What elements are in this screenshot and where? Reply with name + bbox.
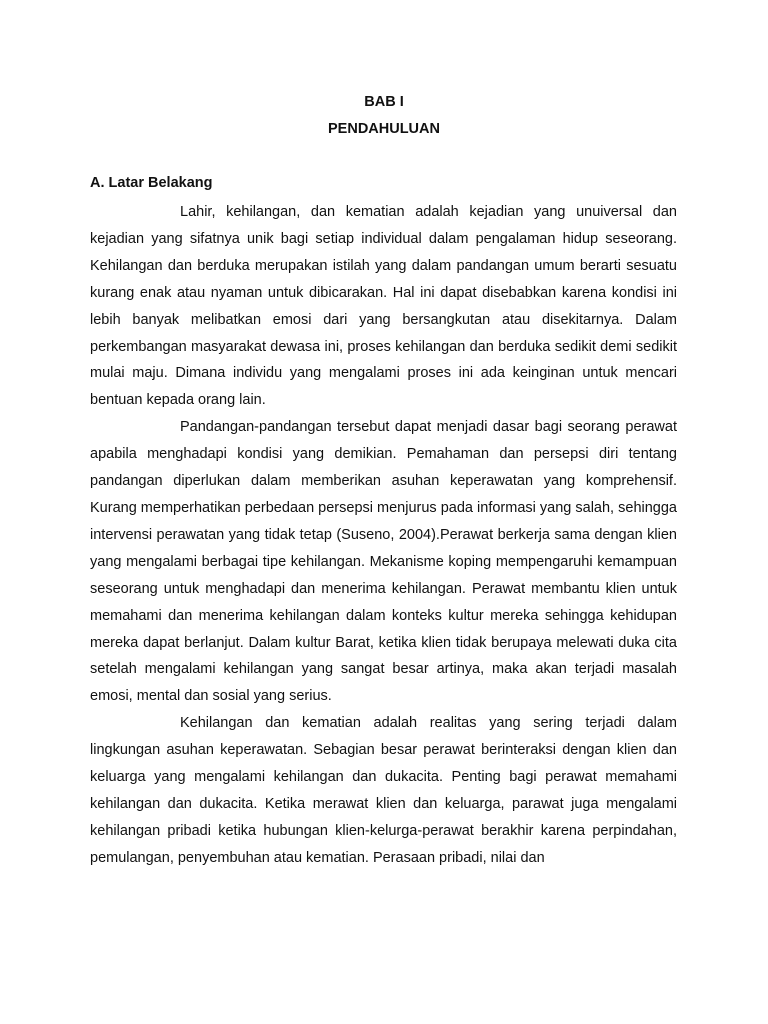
paragraph: Kehilangan dan kematian adalah realitas yang sering terjadi dalam lingkungan asuhan keperawatan. Sebagian besar perawat berinteraksi dengan klien dan keluarga yang mengalami kehilangan dan dukacita. Penting bagi perawat memahami kehilangan dan dukacita. Ketika merawat klien dan keluarga, parawat juga mengalami kehilangan pribadi ketika hubungan klien-kelurga-perawat berakhir karena perpindahan, pemulangan, penyembuhan atau kematian. Perasaan pribadi, nilai dan [90, 715, 677, 866]
paragraph: Pandangan-pandangan tersebut dapat menjadi dasar bagi seorang perawat apabila menghadapi kondisi yang demikian. Pemahaman dan persepsi diri tentang pandangan diperlukan dalam memberikan asuhan keperawatan yang komprehensif. Kurang memperhatikan perbedaan persepsi menjurus pada informasi yang salah, sehingga intervensi perawatan yang tidak tetap (Suseno, 2004).Perawat berkerja sama dengan klien yang mengalami berbagai tipe kehilangan. Mekanisme koping mempengaruhi kemampuan seseorang untuk menghadapi dan menerima kehilangan. Perawat membantu klien untuk memahami dan menerima kehilangan dalam konteks kultur mereka sehingga kehidupan mereka dapat berlanjut. Dalam kultur Barat, ketika klien tidak berupaya melewati duka cita setelah mengalami kehilangan yang sangat besar artinya, maka akan terjadi masalah emosi, mental dan sosial yang serius. [90, 419, 677, 705]
section-title: A. Latar Belakang [90, 175, 213, 191]
body-text [90, 199, 677, 872]
chapter-title: PENDAHULUAN [328, 121, 440, 137]
chapter-number: BAB I [364, 94, 404, 110]
paragraph: Lahir, kehilangan, dan kematian adalah kejadian yang unuiversal dan kejadian yang sifatnya unik bagi setiap individual dalam pengalaman hidup seseorang. Kehilangan dan berduka merupakan istilah yang dalam pandangan umum berarti sesuatu kurang enak atau nyaman untuk dibicarakan. Hal ini dapat disebabkan karena kondisi ini lebih banyak melibatkan emosi dari yang bersangkutan atau disekitarnya. Dalam perkembangan masyarakat dewasa ini, proses kehilangan dan berduka sedikit demi sedikit mulai maju. Dimana individu yang mengalami proses ini ada keinginan untuk mencari bentuan kepada orang lain. [90, 204, 677, 409]
